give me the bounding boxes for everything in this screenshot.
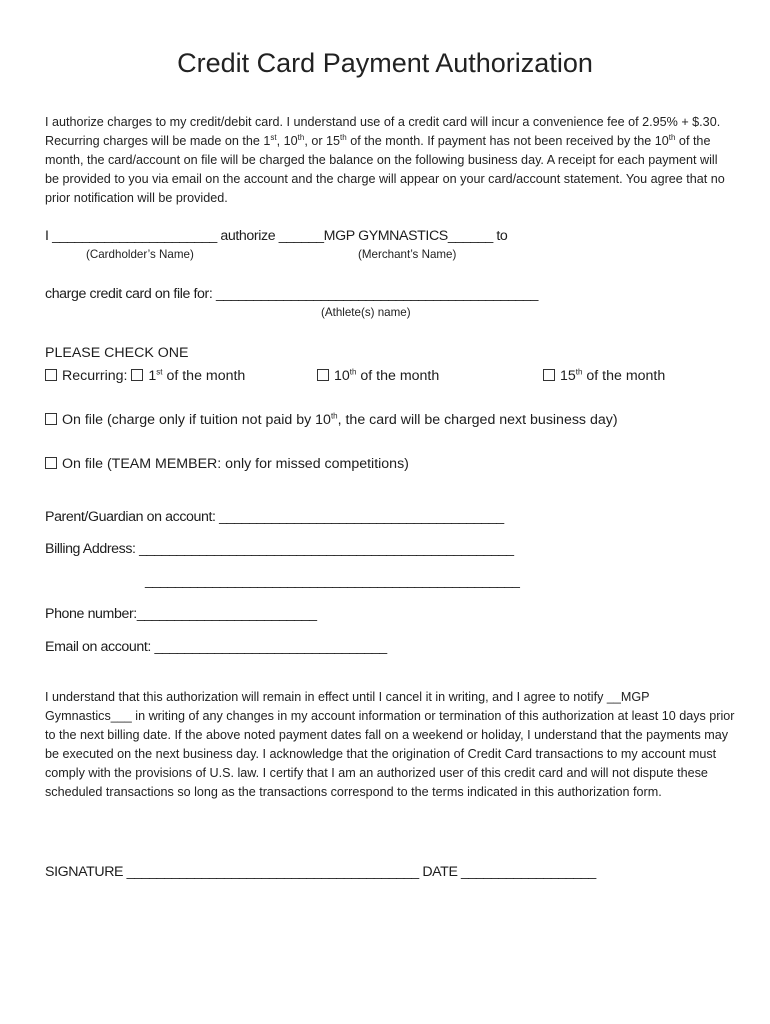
agreement-paragraph: I understand that this authorization will remain in effect until I cancel it in writing, and I agree to notify __MGP Gymnastics___ in writing of any changes in my account information or termination of this authorization at least 10 days prior to the next billing date. If the above noted payment dates fall on a weekend or holiday, I understand that the payments may be executed on the next business day. I acknowledge that the origination of Credit Card transactions to my account must comply with the provisions of U.S. law. I certify that I am an authorized user of this credit card and will not dispute these scheduled transactions so long as the transactions correspond to the terms indicated in this authorization form. [45,690,735,799]
parent-guardian-field[interactable]: Parent/Guardian on account: ______________________________________ [45,509,504,525]
cardholder-caption: (Cardholder’s Name) [86,248,194,261]
recurring-checkbox[interactable] [45,369,57,381]
signature-date-line[interactable]: SIGNATURE _______________________________________ DATE __________________ [45,864,596,880]
phone-field[interactable]: Phone number:________________________ [45,606,317,622]
recurring-1st-checkbox[interactable] [131,369,143,381]
email-field[interactable]: Email on account: _______________________________ [45,639,387,655]
recurring-10th-checkbox[interactable] [317,369,329,381]
recurring-10th-option: 10th of the month [317,368,439,384]
athlete-field[interactable]: charge credit card on file for: ___________________________________________ [45,286,539,302]
onfile-team-checkbox[interactable] [45,457,57,469]
recurring-row: Recurring: 1st of the month [45,368,245,384]
onfile-team-option: On file (TEAM MEMBER: only for missed competitions) [45,456,409,472]
authorize-line[interactable]: I ______________________ authorize ______MGP GYMNASTICS______ to [45,228,508,244]
check-heading: PLEASE CHECK ONE [45,345,189,361]
onfile-tuition-option: On file (charge only if tuition not paid by 10th, the card will be charged next business day) [45,412,618,428]
recurring-15th-option: 15th of the month [543,368,665,384]
athlete-caption: (Athlete(s) name) [321,306,411,319]
merchant-caption: (Merchant’s Name) [358,248,457,261]
billing-address-field[interactable]: Billing Address: __________________________________________________ [45,541,514,557]
intro-paragraph: I authorize charges to my credit/debit card. I understand use of a credit card will incur a convenience fee of 2.95% + $.30. Recurring charges will be made on the 1st, 10th, or 15th of the month. If payment has not been received by the 10th of the month, the card/account on file will be charged the balance on the following business day. A receipt for each payment will be provided to you via email on the account and the charge will appear on your card/account statement. You agree that no prior notification will be provided. [45,115,725,205]
billing-address-line2[interactable]: __________________________________________________ [145,573,520,589]
recurring-15th-checkbox[interactable] [543,369,555,381]
page-title: Credit Card Payment Authorization [177,48,593,78]
onfile-tuition-checkbox[interactable] [45,413,57,425]
